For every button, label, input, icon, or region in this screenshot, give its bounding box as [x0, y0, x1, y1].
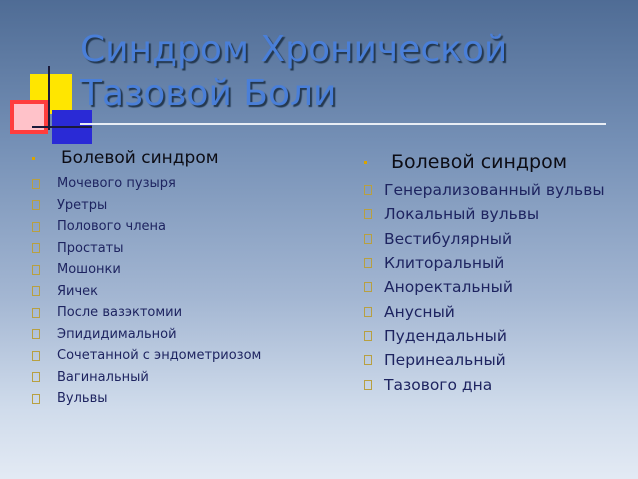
checkbox-bullet-icon: [364, 331, 372, 341]
slide-title-line-2: Тазовой Боли: [80, 73, 337, 114]
checkbox-bullet-icon: [364, 282, 372, 292]
list-item-label: Пудендальный: [384, 326, 507, 345]
checkbox-bullet-icon: [364, 209, 372, 219]
list-item: [28, 259, 318, 281]
right-column-list: [356, 146, 626, 397]
checkbox-bullet-icon: [32, 351, 40, 361]
slide-title: [80, 28, 507, 116]
left-column-heading: [28, 143, 318, 173]
list-item: [356, 324, 626, 348]
checkbox-bullet-icon: [32, 372, 40, 382]
list-item: [28, 388, 318, 410]
list-item-label: Вестибулярный: [384, 229, 513, 248]
list-item-label: Тазового дна: [384, 375, 493, 394]
checkbox-bullet-icon: [364, 234, 372, 244]
list-item-label: Клиторальный: [384, 254, 505, 273]
list-item-label: Анусный: [384, 302, 455, 321]
square-dot-icon: [32, 157, 35, 160]
slide-title-line-1: Синдром Хронической: [80, 29, 508, 70]
list-item: [356, 227, 626, 251]
left-heading-label: Болевой синдром: [61, 148, 219, 168]
list-item: [28, 302, 318, 324]
checkbox-bullet-icon: [32, 394, 40, 404]
list-item-label: Локальный вульвы: [384, 205, 540, 224]
logo-vertical-line: [48, 66, 50, 130]
list-item: [356, 348, 626, 372]
list-item: [28, 173, 318, 195]
list-item: [356, 275, 626, 299]
list-item: [356, 299, 626, 323]
list-item: [356, 202, 626, 226]
list-item-label: Аноректальный: [384, 278, 513, 297]
list-item: [28, 367, 318, 389]
list-item-label: Яичек: [57, 283, 99, 299]
logo-horizontal-line: [32, 126, 92, 128]
right-column-heading: [356, 146, 626, 178]
list-item-label: Эпидидимальной: [57, 326, 177, 342]
list-item-label: Мочевого пузыря: [57, 176, 176, 192]
left-column-list: [28, 143, 318, 410]
list-item: [28, 281, 318, 303]
list-item-label: Простаты: [57, 240, 124, 256]
list-item-label: Перинеальный: [384, 351, 506, 370]
checkbox-bullet-icon: [32, 222, 40, 232]
list-item-label: Вагинальный: [57, 369, 149, 385]
checkbox-bullet-icon: [364, 185, 372, 195]
title-underline: [80, 123, 606, 125]
checkbox-bullet-icon: [364, 380, 372, 390]
checkbox-bullet-icon: [364, 258, 372, 268]
checkbox-bullet-icon: [364, 307, 372, 317]
checkbox-bullet-icon: [32, 265, 40, 275]
checkbox-bullet-icon: [32, 329, 40, 339]
list-item: [356, 372, 626, 396]
list-item-label: Полового члена: [57, 219, 166, 235]
checkbox-bullet-icon: [32, 286, 40, 296]
square-dot-icon: [364, 161, 367, 164]
list-item-label: Уретры: [57, 197, 108, 213]
list-item: [28, 345, 318, 367]
list-item: [356, 178, 626, 202]
list-item-label: Вульвы: [57, 391, 108, 407]
checkbox-bullet-icon: [32, 243, 40, 253]
checkbox-bullet-icon: [364, 355, 372, 365]
checkbox-bullet-icon: [32, 308, 40, 318]
checkbox-bullet-icon: [32, 179, 40, 189]
list-item: [28, 324, 318, 346]
right-heading-label: Болевой синдром: [391, 151, 568, 173]
list-item: [28, 238, 318, 260]
checkbox-bullet-icon: [32, 200, 40, 210]
list-item: [356, 251, 626, 275]
list-item: [28, 216, 318, 238]
list-item-label: Мошонки: [57, 262, 121, 278]
list-item-label: После вазэктомии: [57, 305, 183, 321]
list-item-label: Сочетанной с эндометриозом: [57, 348, 262, 364]
list-item: [28, 195, 318, 217]
list-item-label: Генерализованный вульвы: [384, 181, 605, 200]
